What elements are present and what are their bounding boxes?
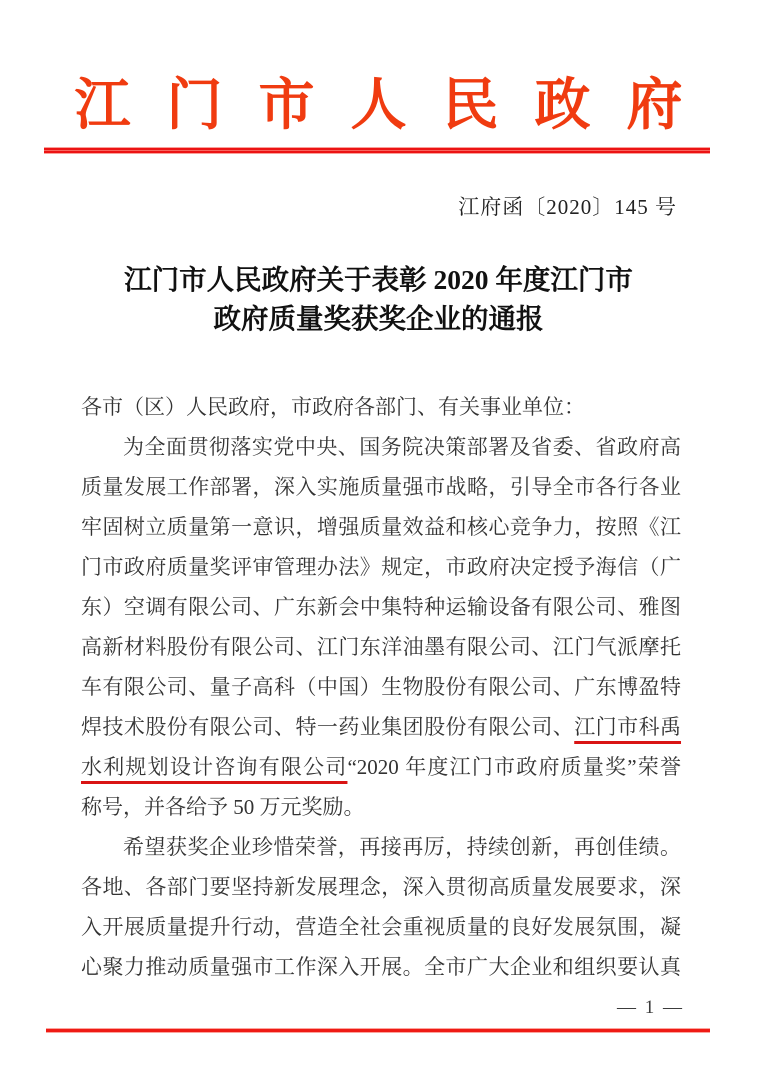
body-line — [81, 947, 681, 987]
body-line — [81, 747, 681, 787]
red-underlined-company-name: 江门市科禹 — [574, 715, 682, 739]
document-number: 江府函〔2020〕145 号 — [458, 195, 677, 219]
body-text-segment: 各市（区）人民政府，市政府各部门、有关事业单位： — [81, 395, 585, 419]
body-text-segment: 希望获奖企业珍惜荣誉，再接再厉，持续创新，再创佳绩。 — [123, 835, 681, 859]
body-line — [81, 467, 681, 507]
body-text-segment: 入开展质量提升行动，营造全社会重视质量的良好发展氛围，凝 — [81, 915, 681, 939]
body-line — [81, 827, 681, 867]
body-text-segment: 质量发展工作部署，深入实施质量强市战略，引导全市各行各业 — [81, 475, 681, 499]
body-text-segment: 车有限公司、量子高科（中国）生物股份有限公司、广东博盈特 — [81, 675, 681, 699]
body-line — [81, 667, 681, 707]
document-title-line1: 江门市人民政府关于表彰 2020 年度江门市 — [124, 264, 633, 295]
body-text-segment: 东）空调有限公司、广东新会中集特种运输设备有限公司、雅图 — [81, 595, 681, 619]
body-text-segment: 为全面贯彻落实党中央、国务院决策部署及省委、省政府高 — [123, 435, 681, 459]
body-text-segment: 称号，并各给予 50 万元奖励。 — [81, 795, 365, 819]
body-line — [81, 387, 681, 427]
body-line — [81, 507, 681, 547]
page-number: — 1 — — [617, 997, 684, 1018]
body-line — [81, 587, 681, 627]
document-title-line2: 政府质量奖获奖企业的通报 — [213, 303, 544, 334]
body-line — [81, 787, 681, 827]
masthead-title: 江门市人民政府 — [74, 75, 719, 137]
body-line — [81, 427, 681, 467]
document-title — [0, 260, 757, 338]
body-text-segment: 焊技术股份有限公司、特一药业集团股份有限公司、 — [81, 715, 575, 739]
body-text-segment: 牢固树立质量第一意识，增强质量效益和核心竞争力，按照《江 — [81, 515, 681, 539]
footer-red-rule — [46, 1028, 710, 1033]
body-text-segment: 心聚力推动质量强市工作深入开展。全市广大企业和组织要认真 — [81, 955, 681, 979]
body-line — [81, 867, 681, 907]
body-line — [81, 907, 681, 947]
body-text — [81, 387, 681, 987]
body-text-segment: 高新材料股份有限公司、江门东洋油墨有限公司、江门气派摩托 — [81, 635, 681, 659]
red-underlined-company-name: 水利规划设计咨询有限公司 — [81, 755, 348, 779]
masthead-red-rule — [44, 147, 710, 154]
body-line — [81, 547, 681, 587]
body-line — [81, 707, 681, 747]
body-line — [81, 627, 681, 667]
body-text-segment: 各地、各部门要坚持新发展理念，深入贯彻高质量发展要求，深 — [81, 875, 681, 899]
body-text-segment: 门市政府质量奖评审管理办法》规定，市政府决定授予海信（广 — [81, 555, 681, 579]
body-text-segment: “2020 年度江门市政府质量奖”荣誉 — [347, 755, 682, 779]
